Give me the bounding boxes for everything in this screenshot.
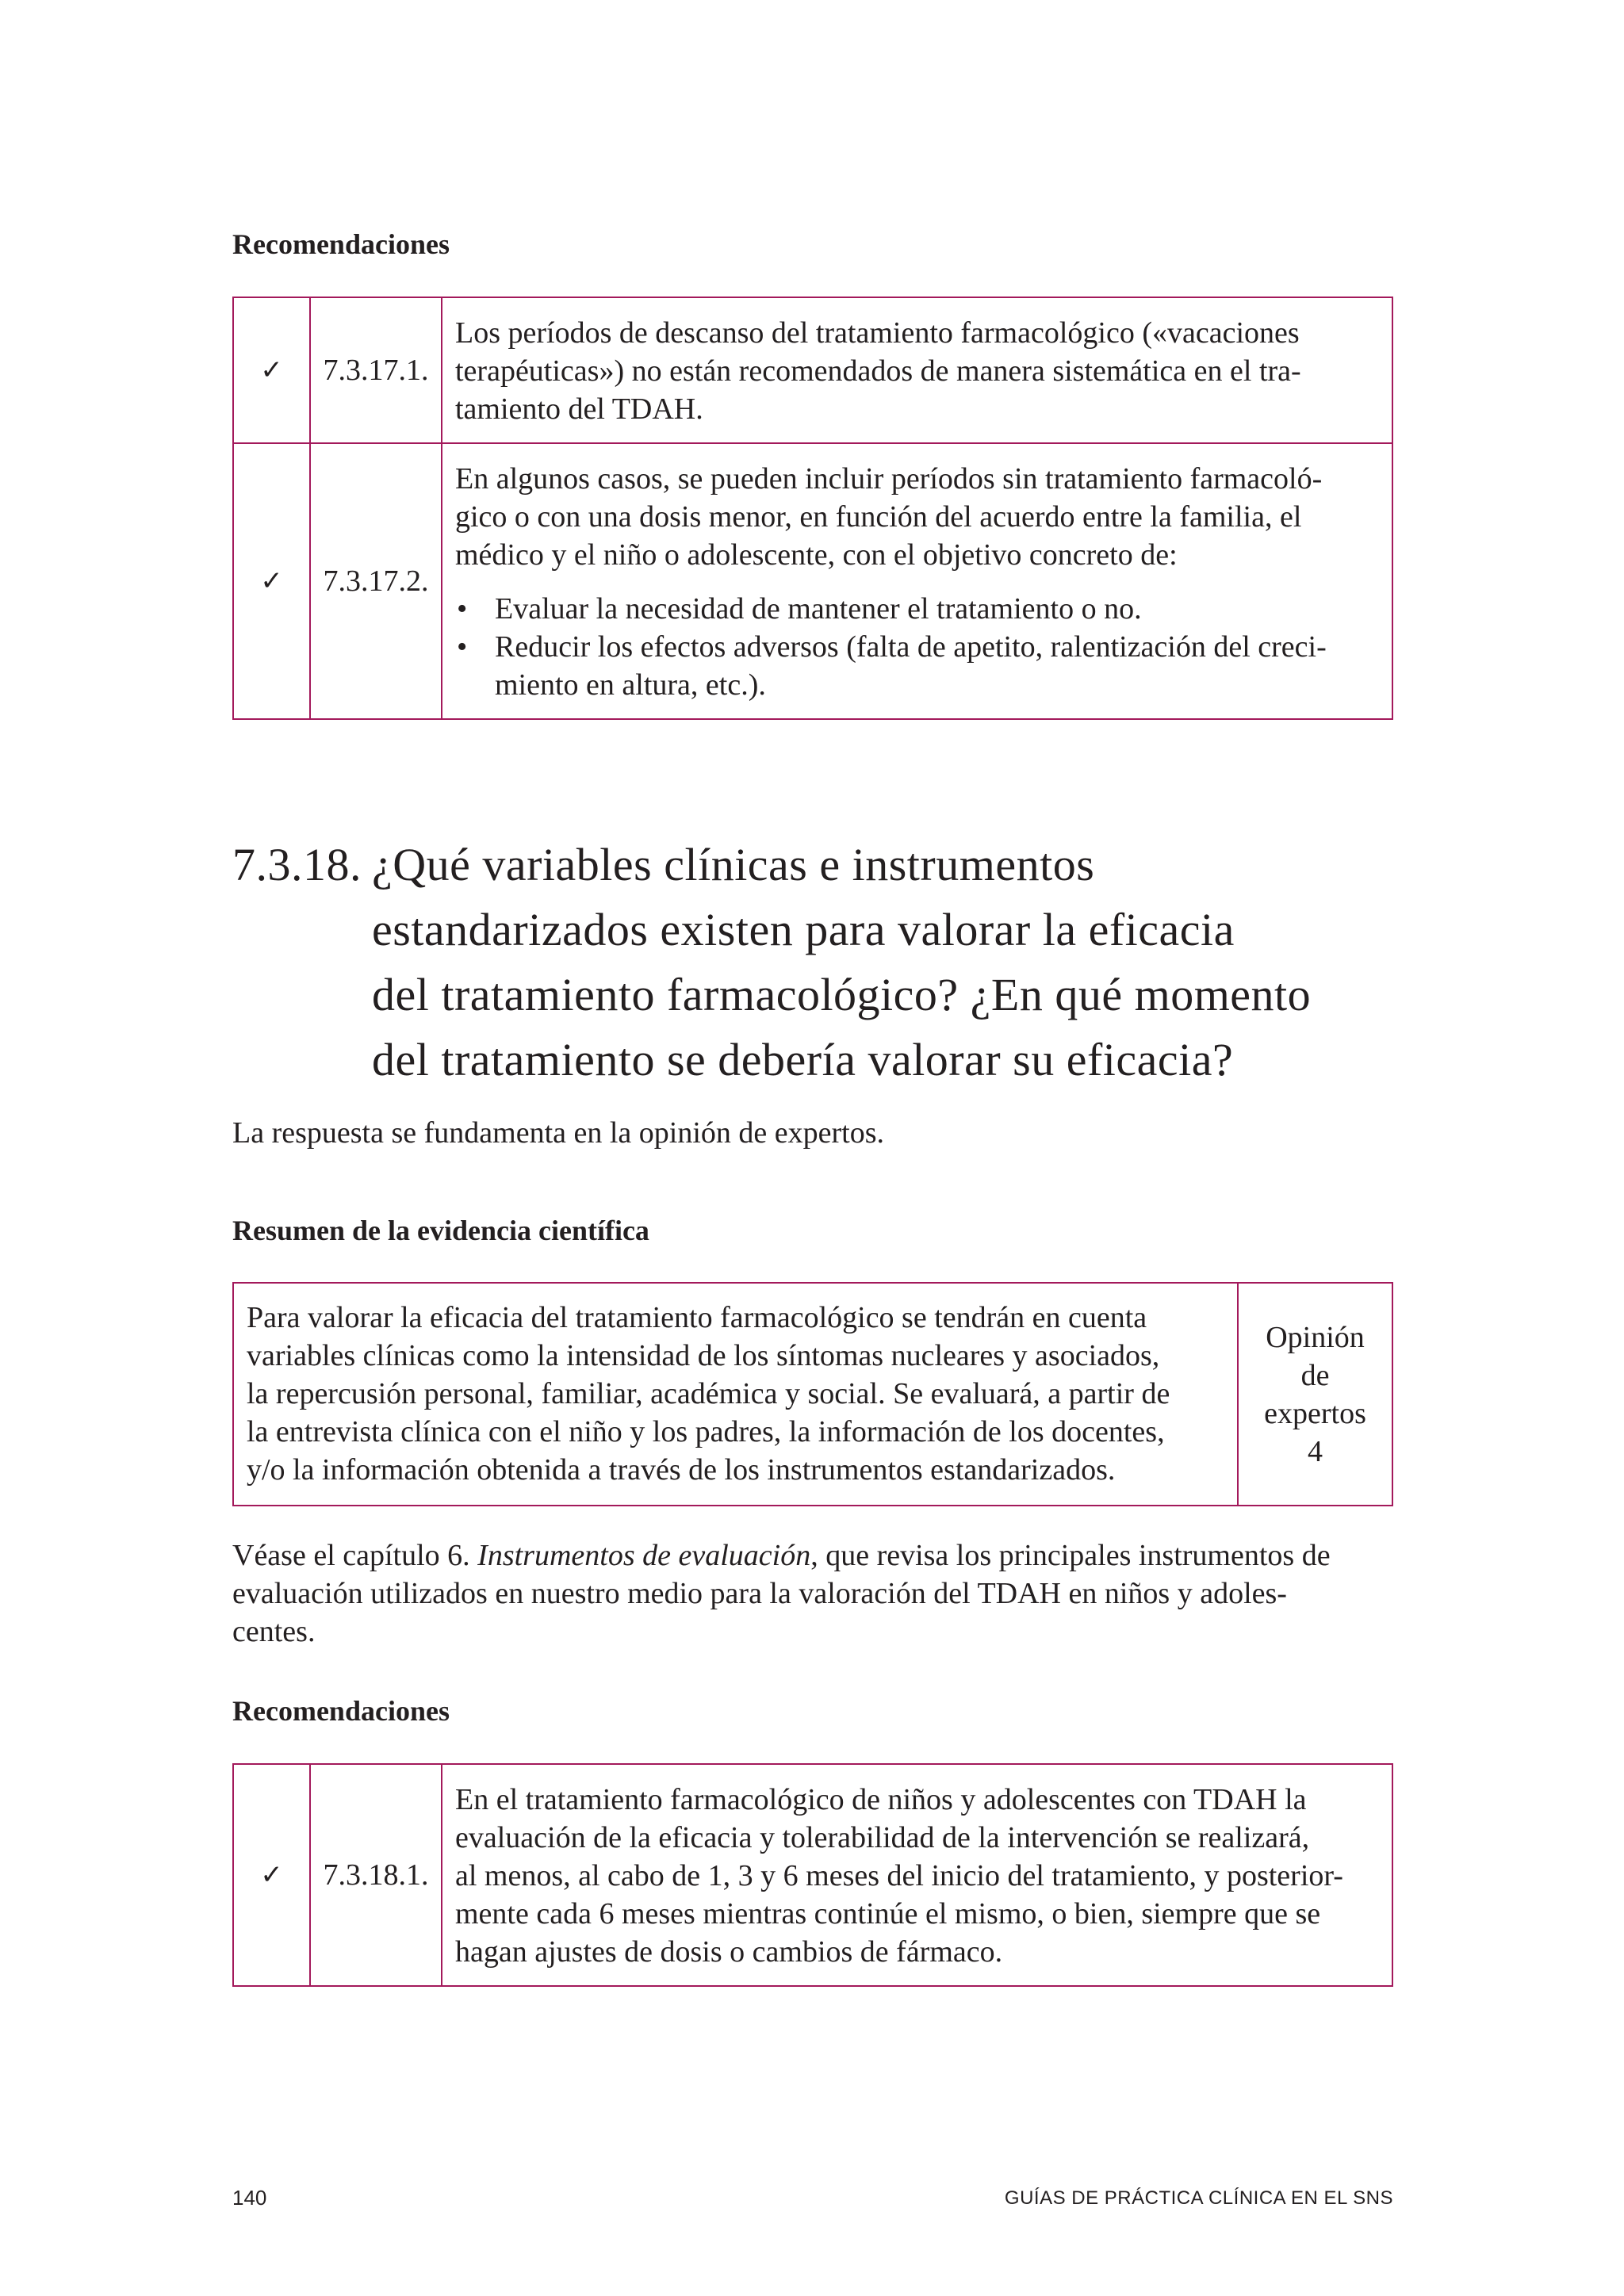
text-line: Evaluar la necesidad de mantener el tratamiento o no. <box>495 592 1142 626</box>
text-line: gico o con una dosis menor, en función del acuerdo entre la familia, el <box>455 500 1302 534</box>
check-mark-icon: ✓ <box>233 297 310 443</box>
text-line: tamiento del TDAH. <box>455 392 703 426</box>
text-line: Los períodos de descanso del tratamiento farmacológico («vacaciones <box>455 316 1300 350</box>
bullet-icon: • <box>457 592 468 626</box>
evidence-heading: Resumen de la evidencia científica <box>232 1215 649 1246</box>
text-span: , que revisa los principales instrumentos de <box>810 1539 1331 1572</box>
text-line: la repercusión personal, familiar, académica y social. Se evaluará, a partir de <box>247 1376 1170 1410</box>
level-line: de <box>1300 1358 1330 1392</box>
recommendation-text <box>442 297 1392 443</box>
bullet-icon: • <box>457 630 468 664</box>
text-line: hagan ajustes de dosis o cambios de fármaco. <box>455 1935 1003 1969</box>
text-line: terapéuticas») no están recomendados de manera sistemática en el tra- <box>455 354 1301 388</box>
recommendation-text <box>442 443 1392 719</box>
section-title <box>232 832 1422 1093</box>
title-line: del tratamiento farmacológico? ¿En qué momento <box>372 969 1312 1020</box>
recommendation-code: 7.3.18.1. <box>310 1764 442 1986</box>
evidence-row <box>233 1283 1392 1506</box>
text-line: Reducir los efectos adversos (falta de apetito, ralentización del creci- <box>495 630 1327 664</box>
text-line <box>232 1536 1393 1575</box>
title-line: estandarizados existen para valorar la eficacia <box>372 904 1235 955</box>
text-line: evaluación utilizados en nuestro medio para la valoración del TDAH en niños y adoles- <box>232 1577 1287 1610</box>
bullet-item <box>455 590 1381 628</box>
recommendation-code: 7.3.17.2. <box>310 443 442 719</box>
recommendation-code: 7.3.17.1. <box>310 297 442 443</box>
level-line: expertos <box>1264 1396 1366 1430</box>
text-span: Véase el capítulo 6. <box>232 1539 478 1572</box>
title-line: ¿Qué variables clínicas e instrumentos <box>372 839 1095 890</box>
text-line: evaluación de la eficacia y tolerabilidad de la intervención se realizará, <box>455 1821 1310 1854</box>
text-line: mente cada 6 meses mientras continúe el mismo, o bien, siempre que se <box>455 1897 1321 1931</box>
evidence-text <box>233 1283 1238 1506</box>
section-number: 7.3.18. <box>232 839 362 890</box>
text-line: variables clínicas como la intensidad de los síntomas nucleares y asociados, <box>247 1338 1160 1372</box>
text-line: la entrevista clínica con el niño y los padres, la información de los docentes, <box>247 1414 1165 1448</box>
level-line: 4 <box>1308 1434 1323 1468</box>
check-mark-icon: ✓ <box>233 443 310 719</box>
recommendation-row <box>233 1764 1392 1986</box>
page-number: 140 <box>232 2186 267 2210</box>
evidence-table <box>232 1282 1393 1506</box>
see-also-paragraph <box>232 1536 1393 1651</box>
recommendations-table <box>232 1763 1393 1987</box>
intro-paragraph: La respuesta se fundamenta en la opinión de expertos. <box>232 1116 884 1150</box>
level-line: Opinión <box>1266 1320 1365 1354</box>
evidence-level <box>1238 1283 1392 1506</box>
recommendation-text <box>442 1764 1392 1986</box>
check-mark-icon: ✓ <box>233 1764 310 1986</box>
text-line: médico y el niño o adolescente, con el objetivo concreto de: <box>455 538 1178 572</box>
text-line: al menos, al cabo de 1, 3 y 6 meses del inicio del tratamiento, y posterior- <box>455 1859 1343 1892</box>
text-line: En el tratamiento farmacológico de niños y adolescentes con TDAH la <box>455 1783 1307 1816</box>
title-line: del tratamiento se debería valorar su eficacia? <box>372 1034 1234 1085</box>
text-line: En algunos casos, se pueden incluir períodos sin tratamiento farmacoló- <box>455 462 1323 496</box>
recommendation-row <box>233 297 1392 443</box>
text-line: y/o la información obtenida a través de los instrumentos estandarizados. <box>247 1452 1116 1487</box>
text-line: centes. <box>232 1615 316 1648</box>
text-line: miento en altura, etc.). <box>495 668 766 702</box>
recommendations-heading: Recomendaciones <box>232 228 450 260</box>
recommendations-heading: Recomendaciones <box>232 1695 450 1727</box>
recommendations-table <box>232 297 1393 720</box>
chapter-title: Instrumentos de evaluación <box>477 1539 811 1572</box>
bullet-item <box>455 628 1381 704</box>
running-footer: GUÍAS DE PRÁCTICA CLÍNICA EN EL SNS <box>1004 2187 1393 2209</box>
recommendation-row <box>233 443 1392 719</box>
text-line: Para valorar la eficacia del tratamiento farmacológico se tendrán en cuenta <box>247 1300 1147 1334</box>
